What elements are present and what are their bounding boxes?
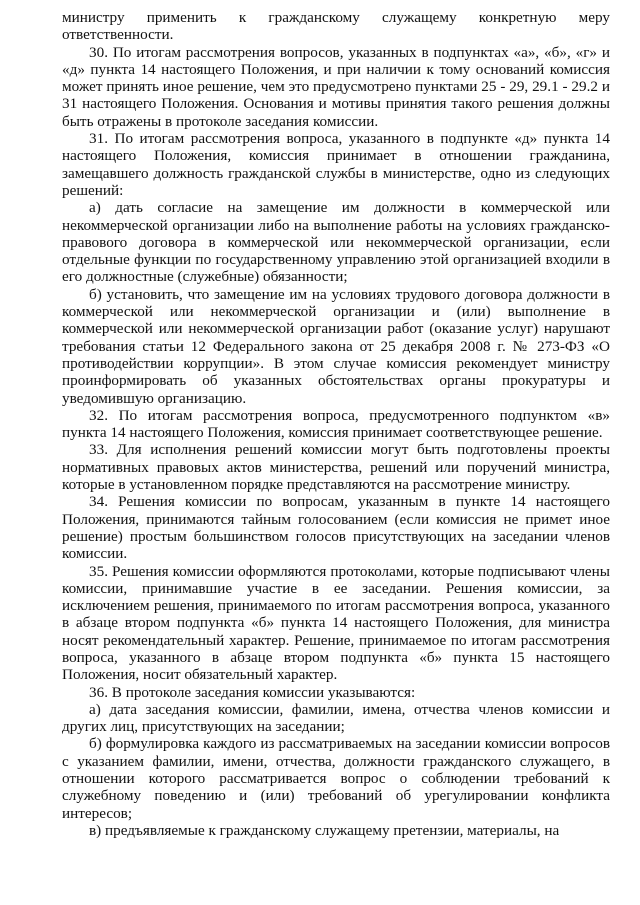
paragraph-34: 34. Решения комиссии по вопросам, указанным в пункте 14 настоящего Положения, принимаются тайным голосованием (если комиссия не примет иное решение) простым большинством голосов присутствующих на заседании членов комиссии. [62,493,610,563]
paragraph-36-v: в) предъявляемые к гражданскому служащему претензии, материалы, на [89,821,560,839]
paragraph-31-a: а) дать согласие на замещение им должности в коммерческой или некоммерческой организации либо на выполнение работы на условиях гражданско-правового договора в коммерческой или некоммерческой организации, если отдельные функции по государственному управлению этой организацией входили в его должностные (служебные) обязанности; [62,199,610,286]
paragraph-continuation: министру применить к гражданскому служащему конкретную меру ответственности. [62,9,610,44]
paragraph-35: 35. Решения комиссии оформляются протоколами, которые подписывают члены комиссии, принимавшие участие в ее заседании. Решения комиссии, за исключением решения, принимаемого по итогам рассмотрения вопроса, указанного в абзаце втором подпункта «б» пункта 14 настоящего Положения, для министра носят рекомендательный характер. Решение, принимаемое по итогам рассмотрения вопроса, указанного в абзаце втором подпункта «б» пункта 15 настоящего Положения, носит обязательный характер. [62,562,610,684]
paragraph-36-a: а) дата заседания комиссии, фамилии, имена, отчества членов комиссии и других лиц, присутствующих на заседании; [62,700,610,736]
paragraph-32: 32. По итогам рассмотрения вопроса, предусмотренного подпунктом «в» пункта 14 настоящего Положения, комиссия принимает соответствующее решение. [62,406,610,442]
paragraph-31-b: б) установить, что замещение им на условиях трудового договора должности в коммерческой или некоммерческой организации и (или) выполнение в коммерческой или некоммерческой организации работ (оказание услуг) нарушают требования статьи 12 Федерального закона от 25 декабря 2008 г. № 273-ФЗ «О противодействии коррупции». В этом случае комиссия рекомендует министру проинформировать об указанных обстоятельствах органы прокуратуры и уведомившую организацию. [62,285,610,407]
paragraph-31: 31. По итогам рассмотрения вопроса, указанного в подпункте «д» пункта 14 настоящего Положения, комиссия принимает в отношении гражданина, замещавшего должность гражданской службы в министерстве, одно из следующих решений: [62,130,610,199]
paragraph-36: 36. В протоколе заседания комиссии указываются: [89,683,416,701]
document-page [62,9,610,839]
paragraph-30: 30. По итогам рассмотрения вопросов, указанных в подпунктах «а», «б», «г» и «д» пункта 14 настоящего Положения, и при наличии к тому оснований комиссия может принять иное решение, чем это предусмотрено пунктами 25 - 29, 29.1 - 29.2 и 31 настоящего Положения. Основания и мотивы принятия такого решения должны быть отражены в протоколе заседания комиссии. [62,43,610,130]
paragraph-33: 33. Для исполнения решений комиссии могут быть подготовлены проекты нормативных правовых актов министерства, решений или поручений министра, которые в установленном порядке представляются на рассмотрение министру. [62,441,610,494]
paragraph-36-b: б) формулировка каждого из рассматриваемых на заседании комиссии вопросов с указанием фамилии, имени, отчества, должности гражданского служащего, в отношении которого рассматривается вопрос о соблюдении требований к служебному поведению и (или) требований об урегулировании конфликта интересов; [62,735,610,822]
